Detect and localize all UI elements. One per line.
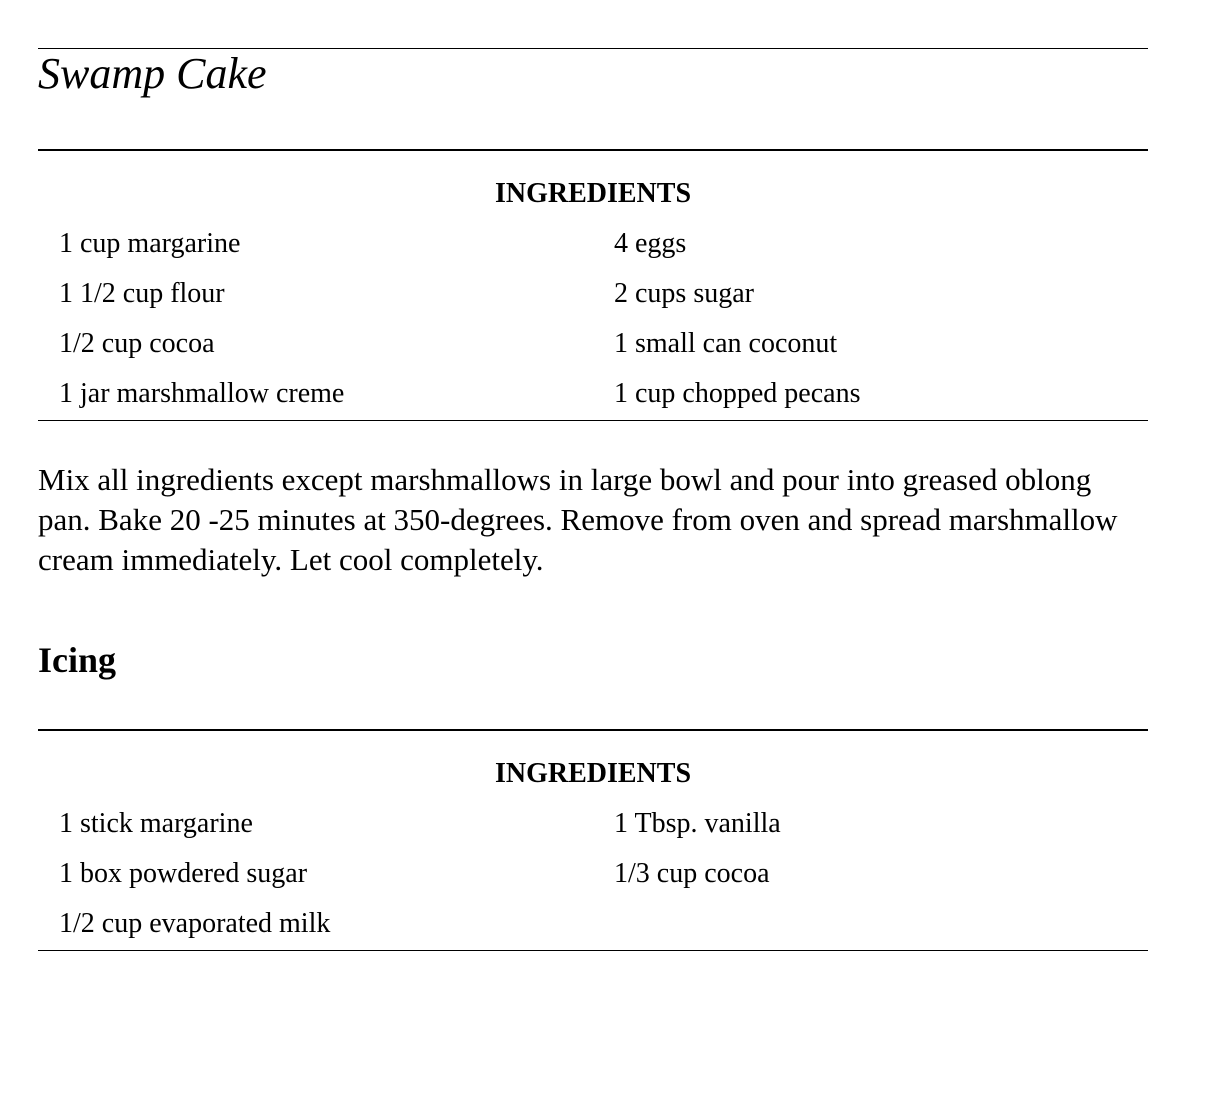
ingredient-item: 1 jar marshmallow creme [59, 378, 345, 409]
ingredient-item: 1 cup chopped pecans [614, 378, 861, 409]
icing-ingredients-top-divider [38, 729, 1148, 731]
icing-ingredients-list [38, 808, 1148, 958]
icing-title: Icing [38, 640, 117, 680]
ingredient-item: 1 cup margarine [59, 228, 241, 259]
icing-ingredient-item: 1/2 cup evaporated milk [59, 908, 331, 939]
ingredient-item: 1 small can coconut [614, 328, 838, 359]
ingredient-item: 4 eggs [614, 228, 687, 259]
ingredient-item: 1/2 cup cocoa [59, 328, 215, 359]
icing-ingredients-heading: INGREDIENTS [494, 758, 692, 789]
ingredient-item: 2 cups sugar [614, 278, 754, 309]
icing-ingredients-bottom-divider [38, 950, 1148, 951]
icing-ingredient-item: 1 stick margarine [59, 808, 253, 839]
icing-ingredient-item: 1/3 cup cocoa [614, 858, 770, 889]
ingredient-item: 1 1/2 cup flour [59, 278, 225, 309]
ingredients-bottom-divider [38, 420, 1148, 421]
recipe-title: Swamp Cake [38, 49, 267, 98]
ingredients-top-divider [38, 149, 1148, 151]
directions-text: Mix all ingredients except marshmallows in large bowl and pour into greased oblong pan. Bake 20 -25 minutes at 350-degrees. Remove from oven and spread marshmallow cream immediately. Let cool completely. [38, 462, 1118, 577]
ingredients-heading: INGREDIENTS [494, 178, 692, 209]
icing-ingredient-item: 1 Tbsp. vanilla [614, 808, 781, 839]
ingredients-list [38, 228, 1148, 428]
icing-ingredient-item: 1 box powdered sugar [59, 858, 308, 889]
